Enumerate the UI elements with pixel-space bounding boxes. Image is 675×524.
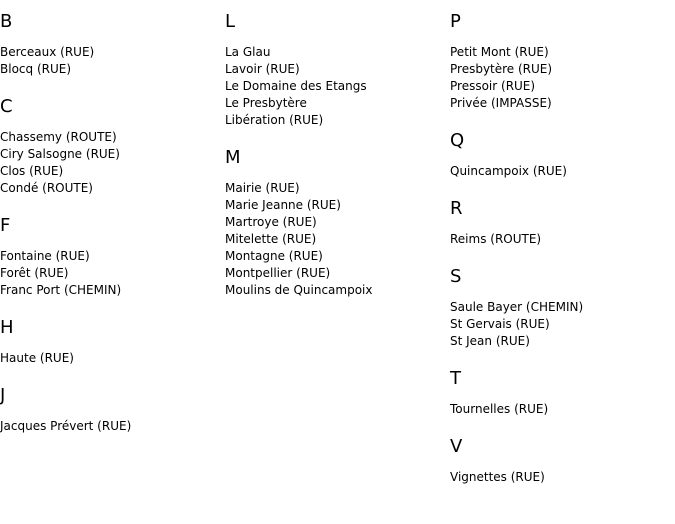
street-name: La Glau — [225, 45, 271, 59]
street-list — [450, 44, 670, 112]
letter-section — [0, 215, 220, 299]
street-name: St Gervais (RUE) — [450, 317, 550, 331]
letter-section — [450, 130, 670, 180]
street-name: Montagne (RUE) — [225, 249, 323, 263]
street-name: Mairie (RUE) — [225, 181, 300, 195]
letter-section — [225, 147, 445, 299]
section-letter-heading: R — [450, 198, 463, 219]
street-name: Reims (ROUTE) — [450, 232, 542, 246]
street-name: Mitelette (RUE) — [225, 232, 317, 246]
street-name: Petit Mont (RUE) — [450, 45, 549, 59]
street-name: Le Domaine des Etangs — [225, 79, 367, 93]
street-name: Ciry Salsogne (RUE) — [0, 147, 120, 161]
street-list — [0, 129, 220, 197]
street-name: Chassemy (ROUTE) — [0, 130, 117, 144]
street-list — [450, 163, 670, 180]
section-letter-heading: S — [450, 266, 462, 287]
street-name: Martroye (RUE) — [225, 215, 317, 229]
street-name: Condé (ROUTE) — [0, 181, 93, 195]
letter-section — [0, 96, 220, 197]
section-letter-heading: F — [0, 215, 11, 236]
street-list — [0, 350, 220, 367]
street-name: Tournelles (RUE) — [450, 402, 549, 416]
letter-section — [450, 436, 670, 486]
section-letter-heading: J — [0, 385, 6, 406]
street-name: Clos (RUE) — [0, 164, 64, 178]
street-name: Vignettes (RUE) — [450, 470, 545, 484]
section-letter-heading: C — [0, 96, 13, 117]
street-list — [450, 401, 670, 418]
street-list — [0, 418, 220, 435]
street-name: Jacques Prévert (RUE) — [0, 419, 132, 433]
letter-section — [450, 11, 670, 112]
street-list — [225, 44, 445, 129]
section-letter-heading: M — [225, 147, 241, 168]
column-2 — [225, 0, 445, 317]
street-name: Saule Bayer (CHEMIN) — [450, 300, 584, 314]
street-name: Pressoir (RUE) — [450, 79, 536, 93]
street-name: Marie Jeanne (RUE) — [225, 198, 341, 212]
street-list — [450, 231, 670, 248]
letter-section — [450, 198, 670, 248]
street-list — [0, 44, 220, 78]
street-name: Berceaux (RUE) — [0, 45, 95, 59]
street-name: Moulins de Quincampoix — [225, 283, 373, 297]
column-1 — [0, 0, 220, 453]
section-letter-heading: T — [450, 368, 461, 389]
column-3 — [450, 0, 670, 504]
letter-section — [0, 317, 220, 367]
section-letter-heading: P — [450, 11, 461, 32]
street-name: Forêt (RUE) — [0, 266, 69, 280]
street-name: St Jean (RUE) — [450, 334, 530, 348]
letter-section — [0, 385, 220, 435]
section-letter-heading: L — [225, 11, 236, 32]
street-name: Haute (RUE) — [0, 351, 74, 365]
street-name: Presbytère (RUE) — [450, 62, 553, 76]
street-name: Quincampoix (RUE) — [450, 164, 567, 178]
street-name: Montpellier (RUE) — [225, 266, 331, 280]
street-name: Libération (RUE) — [225, 113, 324, 127]
street-name: Lavoir (RUE) — [225, 62, 300, 76]
letter-section — [225, 11, 445, 129]
letter-section — [450, 266, 670, 350]
section-letter-heading: B — [0, 11, 13, 32]
section-letter-heading: Q — [450, 130, 465, 151]
letter-section — [0, 11, 220, 78]
street-list — [450, 299, 670, 350]
street-list — [225, 180, 445, 299]
street-name: Fontaine (RUE) — [0, 249, 90, 263]
letter-section — [450, 368, 670, 418]
section-letter-heading: V — [450, 436, 463, 457]
street-list — [0, 248, 220, 299]
street-name: Le Presbytère — [225, 96, 307, 110]
section-letter-heading: H — [0, 317, 14, 338]
street-name: Blocq (RUE) — [0, 62, 72, 76]
street-name: Privée (IMPASSE) — [450, 96, 552, 110]
street-name: Franc Port (CHEMIN) — [0, 283, 122, 297]
street-list — [450, 469, 670, 486]
